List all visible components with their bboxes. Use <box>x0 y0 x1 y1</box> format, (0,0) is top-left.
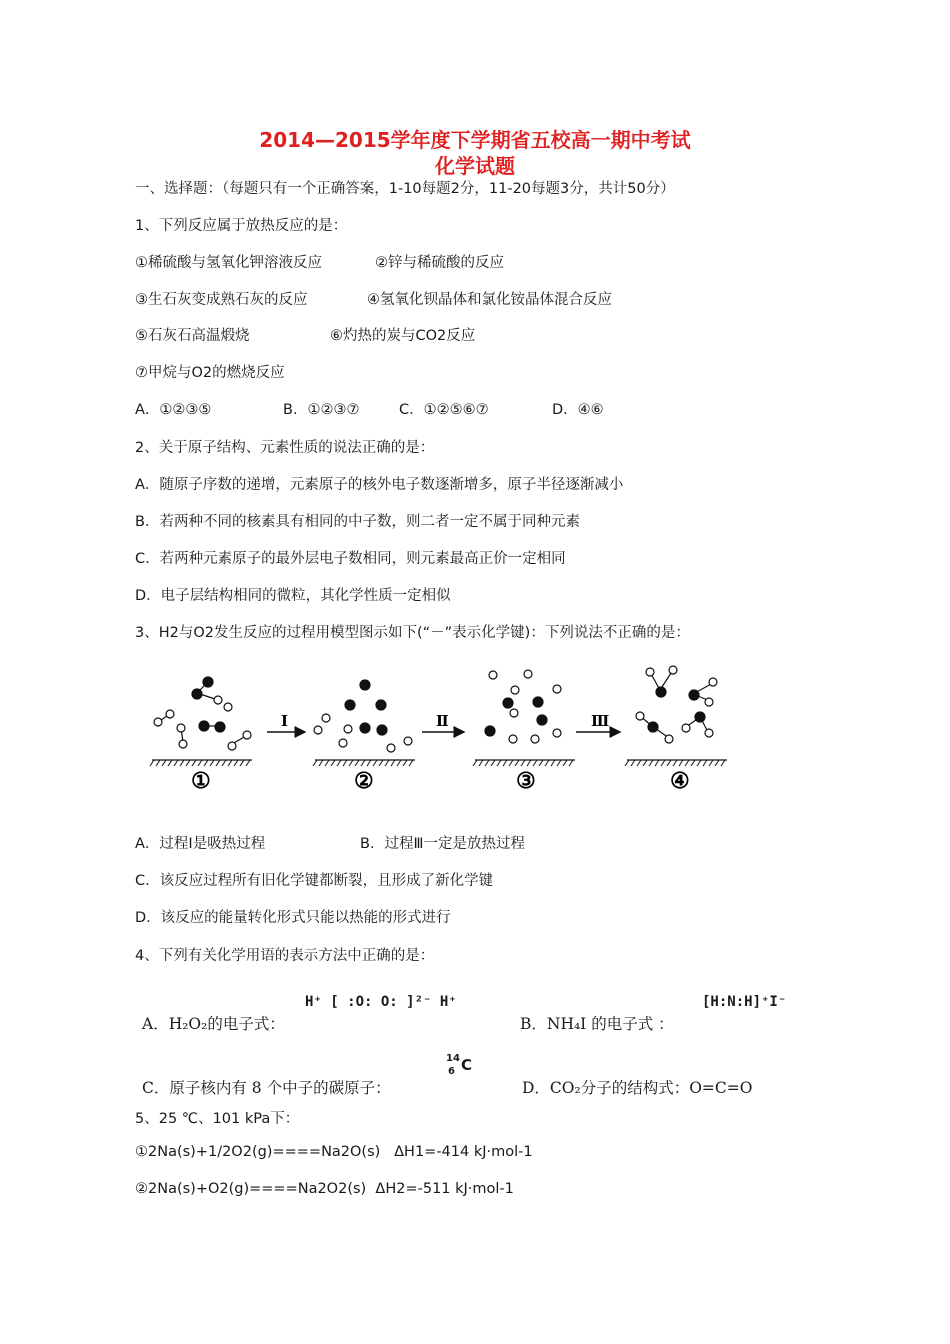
q5-stem: 5、25 ℃、101 kPa下： <box>135 1111 300 1127</box>
surface-hatching <box>150 760 725 766</box>
q2-option-b: B．若两种不同的核素具有相同的中子数，则二者一定不属于同种元素 <box>135 514 580 530</box>
q4-stem: 4、下列有关化学用语的表示方法中正确的是： <box>135 948 435 964</box>
section-heading: 一、选择题：（每题只有一个正确答案，1-10每题2分，11-20每题3分，共计50分） <box>135 181 675 197</box>
hatch-mark <box>180 760 184 766</box>
step-1-label: Ⅰ <box>281 712 289 730</box>
carbon-14-nuclide <box>446 1053 480 1083</box>
hatch-mark <box>150 760 154 766</box>
state-1-molecules <box>154 677 251 750</box>
hatch-mark <box>515 760 519 766</box>
hatch-mark <box>228 760 232 766</box>
q5-equation-1: ①2Na(s)+1/2O2(g)====Na2O(s) ΔH1=-414 kJ·mol-1 <box>135 1144 533 1160</box>
q4-option-d: D．CO₂分子的结构式：O=C=O <box>522 1079 753 1097</box>
state-2-atoms <box>314 680 412 752</box>
q1-option-b: B．①②③⑦ <box>283 402 360 418</box>
state-3-label: ③ <box>516 768 536 794</box>
q2-option-a: A．随原子序数的递增，元素原子的核外电子数逐渐增多，原子半径逐渐减小 <box>135 477 624 493</box>
state-2-label: ② <box>354 768 374 794</box>
hatch-mark <box>521 760 525 766</box>
hatch-mark <box>709 760 713 766</box>
hatch-mark <box>385 760 389 766</box>
q2-stem: 2、关于原子结构、元素性质的说法正确的是： <box>135 440 435 456</box>
hatch-mark <box>168 760 172 766</box>
hatch-mark <box>673 760 677 766</box>
q3-option-d: D．该反应的能量转化形式只能以热能的形式进行 <box>135 910 451 926</box>
hatch-mark <box>337 760 341 766</box>
hatch-mark <box>409 760 413 766</box>
q3-stem: 3、H2与O2发生反应的过程用模型图示如下(“－”表示化学键)：下列说法不正确的是： <box>135 625 690 641</box>
q4-option-b: B．NH₄I 的电子式 ： <box>520 1015 674 1033</box>
hatch-mark <box>156 760 160 766</box>
step-3-label: Ⅲ <box>591 712 610 730</box>
exam-title: 2014—2015学年度下学期省五校高一期中考试 <box>259 128 691 152</box>
hatch-mark <box>491 760 495 766</box>
hatch-mark <box>679 760 683 766</box>
hatch-mark <box>391 760 395 766</box>
state-1-label: ① <box>191 768 211 794</box>
hatch-mark <box>246 760 250 766</box>
hatch-mark <box>349 760 353 766</box>
hatch-mark <box>361 760 365 766</box>
hatch-mark <box>240 760 244 766</box>
hatch-mark <box>643 760 647 766</box>
hatch-mark <box>331 760 335 766</box>
state-4-molecules <box>636 666 717 743</box>
element-symbol: C <box>461 1056 473 1074</box>
hatch-mark <box>485 760 489 766</box>
hatch-mark <box>379 760 383 766</box>
hatch-mark <box>313 760 317 766</box>
hatch-mark <box>721 760 725 766</box>
hatch-mark <box>497 760 501 766</box>
q5-equation-2: ②2Na(s)+O2(g)====Na2O2(s) ΔH2=-511 kJ·mol-1 <box>135 1181 514 1197</box>
hatch-mark <box>691 760 695 766</box>
hatch-mark <box>563 760 567 766</box>
hatch-mark <box>637 760 641 766</box>
q1-item-4: ④氢氧化钡晶体和氯化铵晶体混合反应 <box>367 292 612 308</box>
hatch-mark <box>355 760 359 766</box>
hatch-mark <box>367 760 371 766</box>
hatch-mark <box>373 760 377 766</box>
hatch-mark <box>403 760 407 766</box>
hatch-mark <box>655 760 659 766</box>
hatch-mark <box>539 760 543 766</box>
hatch-mark <box>192 760 196 766</box>
atomic-number: 6 <box>448 1066 455 1077</box>
hatch-mark <box>631 760 635 766</box>
q1-option-d: D．④⑥ <box>552 402 604 418</box>
hatch-mark <box>204 760 208 766</box>
state-4-label: ④ <box>670 768 690 794</box>
q4-option-c: C．原子核内有 8 个中子的碳原子： <box>142 1079 391 1097</box>
hatch-mark <box>685 760 689 766</box>
hatch-mark <box>715 760 719 766</box>
hatch-mark <box>551 760 555 766</box>
hatch-mark <box>186 760 190 766</box>
hatch-mark <box>234 760 238 766</box>
hatch-mark <box>569 760 573 766</box>
hatch-mark <box>503 760 507 766</box>
hatch-mark <box>198 760 202 766</box>
q1-item-7: ⑦甲烷与O2的燃烧反应 <box>135 365 285 381</box>
hatch-mark <box>343 760 347 766</box>
mass-number: 14 <box>446 1053 460 1064</box>
hatch-mark <box>509 760 513 766</box>
nh4i-electron-formula: [H:N:H]⁺I⁻ <box>702 994 787 1010</box>
state-3-atoms <box>485 670 561 743</box>
q1-option-a: A．①②③⑤ <box>135 402 212 418</box>
hatch-mark <box>557 760 561 766</box>
q1-item-3: ③生石灰变成熟石灰的反应 <box>135 292 308 308</box>
q1-stem: 1、下列反应属于放热反应的是： <box>135 218 348 234</box>
q3-option-c: C．该反应过程所有旧化学键都断裂，且形成了新化学键 <box>135 873 494 889</box>
q1-option-c: C．①②⑤⑥⑦ <box>399 402 489 418</box>
hatch-mark <box>397 760 401 766</box>
hatch-mark <box>533 760 537 766</box>
hatch-mark <box>667 760 671 766</box>
q1-item-6: ⑥灼热的炭与CO2反应 <box>330 328 476 344</box>
q1-item-1: ①稀硫酸与氢氧化钾溶液反应 <box>135 255 322 271</box>
hatch-mark <box>703 760 707 766</box>
q3-option-a: A．过程Ⅰ是吸热过程 <box>135 836 266 852</box>
hatch-mark <box>222 760 226 766</box>
hatch-mark <box>661 760 665 766</box>
hatch-mark <box>649 760 653 766</box>
hatch-mark <box>697 760 701 766</box>
hatch-mark <box>210 760 214 766</box>
reaction-model-diagram <box>140 660 800 800</box>
hatch-mark <box>473 760 477 766</box>
hatch-mark <box>625 760 629 766</box>
hatch-mark <box>545 760 549 766</box>
exam-subtitle: 化学试题 <box>435 154 515 178</box>
hatch-mark <box>174 760 178 766</box>
hatch-mark <box>479 760 483 766</box>
hatch-mark <box>319 760 323 766</box>
step-2-label: Ⅱ <box>436 712 449 730</box>
hatch-mark <box>162 760 166 766</box>
q2-option-c: C．若两种元素原子的最外层电子数相同，则元素最高正价一定相同 <box>135 551 566 567</box>
hatch-mark <box>527 760 531 766</box>
q1-item-5: ⑤石灰石高温煅烧 <box>135 328 250 344</box>
q3-option-b: B．过程Ⅲ一定是放热过程 <box>360 836 525 852</box>
q2-option-d: D．电子层结构相同的微粒，其化学性质一定相似 <box>135 588 451 604</box>
hatch-mark <box>325 760 329 766</box>
q1-item-2: ②锌与稀硫酸的反应 <box>375 255 504 271</box>
h2o2-electron-formula: H⁺ [ :O: O: ]²⁻ H⁺ <box>305 994 457 1010</box>
hatch-mark <box>216 760 220 766</box>
q4-option-a: A．H₂O₂的电子式： <box>142 1015 285 1033</box>
